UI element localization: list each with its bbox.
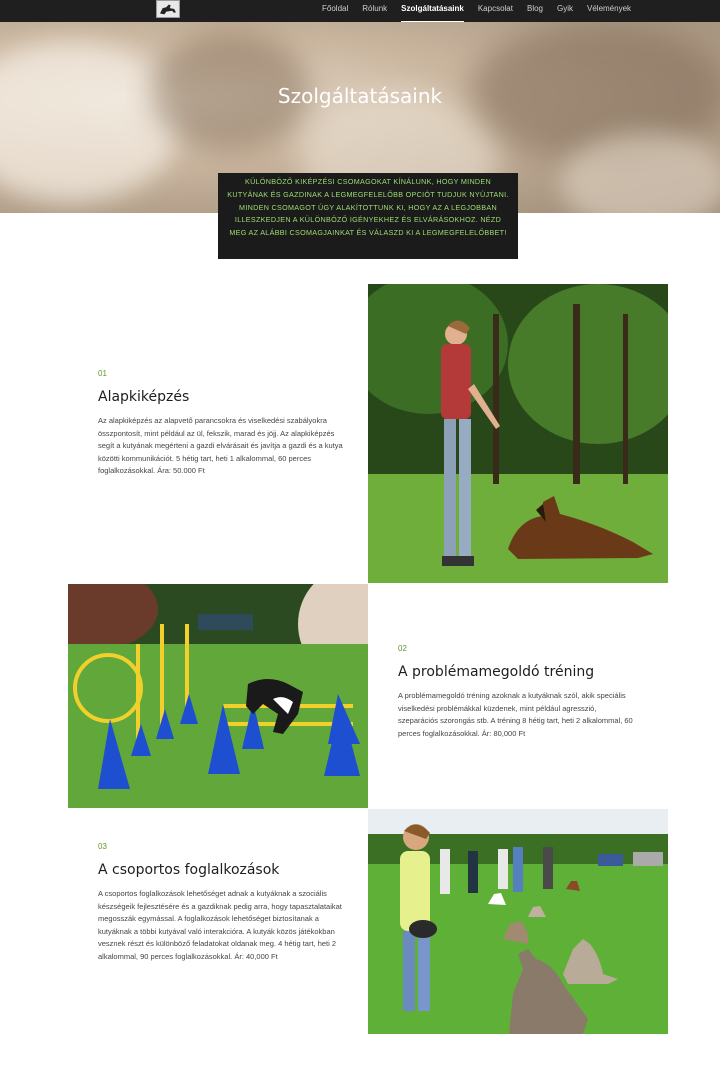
dog-logo-icon[interactable]: [156, 0, 180, 18]
intro-text: KÜLÖNBÖZŐ KIKÉPZÉSI CSOMAGOKAT KÍNÁLUNK, HOGY MINDEN KUTYÁNAK ÉS GAZDINAK A LEGMEGFELELŐBB OPCIÓT TUDJUK NYÚJTANI. MINDEN CSOMAGOT ÚGY ALAKÍTOTTUNK KI, HOGY AZ A LEGJOBBAN ILLESZKEDJEN A KÜLÖNBÖZŐ IGÉNYEKHEZ ÉS ELVÁRÁSOKHOZ. NÉZD MEG AZ ALÁBBI CSOMAGJAINKAT ÉS VÁLASZD KI A LEGMEGFELELŐBBET!: [227, 177, 509, 238]
nav-link-szolgaltatasaink[interactable]: Szolgáltatásaink: [401, 0, 464, 22]
service-number: 03: [98, 842, 107, 851]
nav-link-gyik[interactable]: Gyik: [557, 4, 573, 13]
nav-link-velemenyek[interactable]: Vélemények: [587, 4, 632, 13]
service-number: 01: [98, 369, 107, 378]
service-alapkikepzes: [98, 369, 343, 478]
group-dog-training-photo: [368, 809, 668, 1034]
top-nav: [0, 0, 720, 22]
service-description: Az alapkiképzés az alapvető parancsokra és viselkedési szabályokra összpontosít, mint például az ül, fekszik, marad és jöjj. Az alapkiképzés segít a kutyának megérteni a gazdi elvárásait és javítja a gazdi és a kutya közötti kommunikációt. 5 hétig tart, heti 1 alkalommal, 60 perces foglalkozásokkal. Ára: 50.000 Ft: [98, 416, 343, 475]
intro-box: [218, 173, 518, 259]
service-description: A problémamegoldó tréning azoknak a kutyáknak szól, akik speciális viselkedési problémákkal küzdenek, mint például agresszió, szeparációs szorongás stb. A tréning 8 hétig tart, heti 2 alkalommal, 60 perces foglalkozásokkal. Ár: 80,000 Ft: [398, 691, 633, 738]
nav-link-rolunk[interactable]: Rólunk: [362, 4, 388, 13]
service-title: A csoportos foglalkozások: [98, 862, 280, 878]
nav-link-fooldal[interactable]: Főoldal: [322, 4, 349, 13]
dog-agility-jump-photo: [68, 584, 368, 808]
service-description: A csoportos foglalkozások lehetőséget adnak a kutyáknak a szociális készségeik fejlesztésére és a gazdiknak pedig arra, hogy tapasztalataikat megosszák egymással. A foglalkozások lehetőséget biztosítanak a kutyáknak a többi kutyával való interakcióra. A kutyák közös játékokban vesznek részt és különböző feladatokat oldanak meg. 4 hétig tart, heti 2 alkalommal, 90 perces foglalkozásokkal. Ár: 40,000 Ft: [98, 889, 342, 961]
main-menu: [322, 0, 645, 22]
service-problemamegoldo-trening: [398, 644, 638, 740]
page-title: Szolgáltatásaink: [277, 84, 443, 108]
service-title: Alapkiképzés: [98, 389, 190, 405]
service-title: A problémamegoldó tréning: [398, 664, 595, 680]
woman-training-german-shepherd-photo: [368, 284, 668, 583]
nav-link-blog[interactable]: Blog: [526, 4, 543, 13]
service-number: 02: [398, 644, 407, 653]
nav-link-kapcsolat[interactable]: Kapcsolat: [477, 4, 513, 13]
service-csoportos-foglalkozasok: [98, 842, 343, 963]
